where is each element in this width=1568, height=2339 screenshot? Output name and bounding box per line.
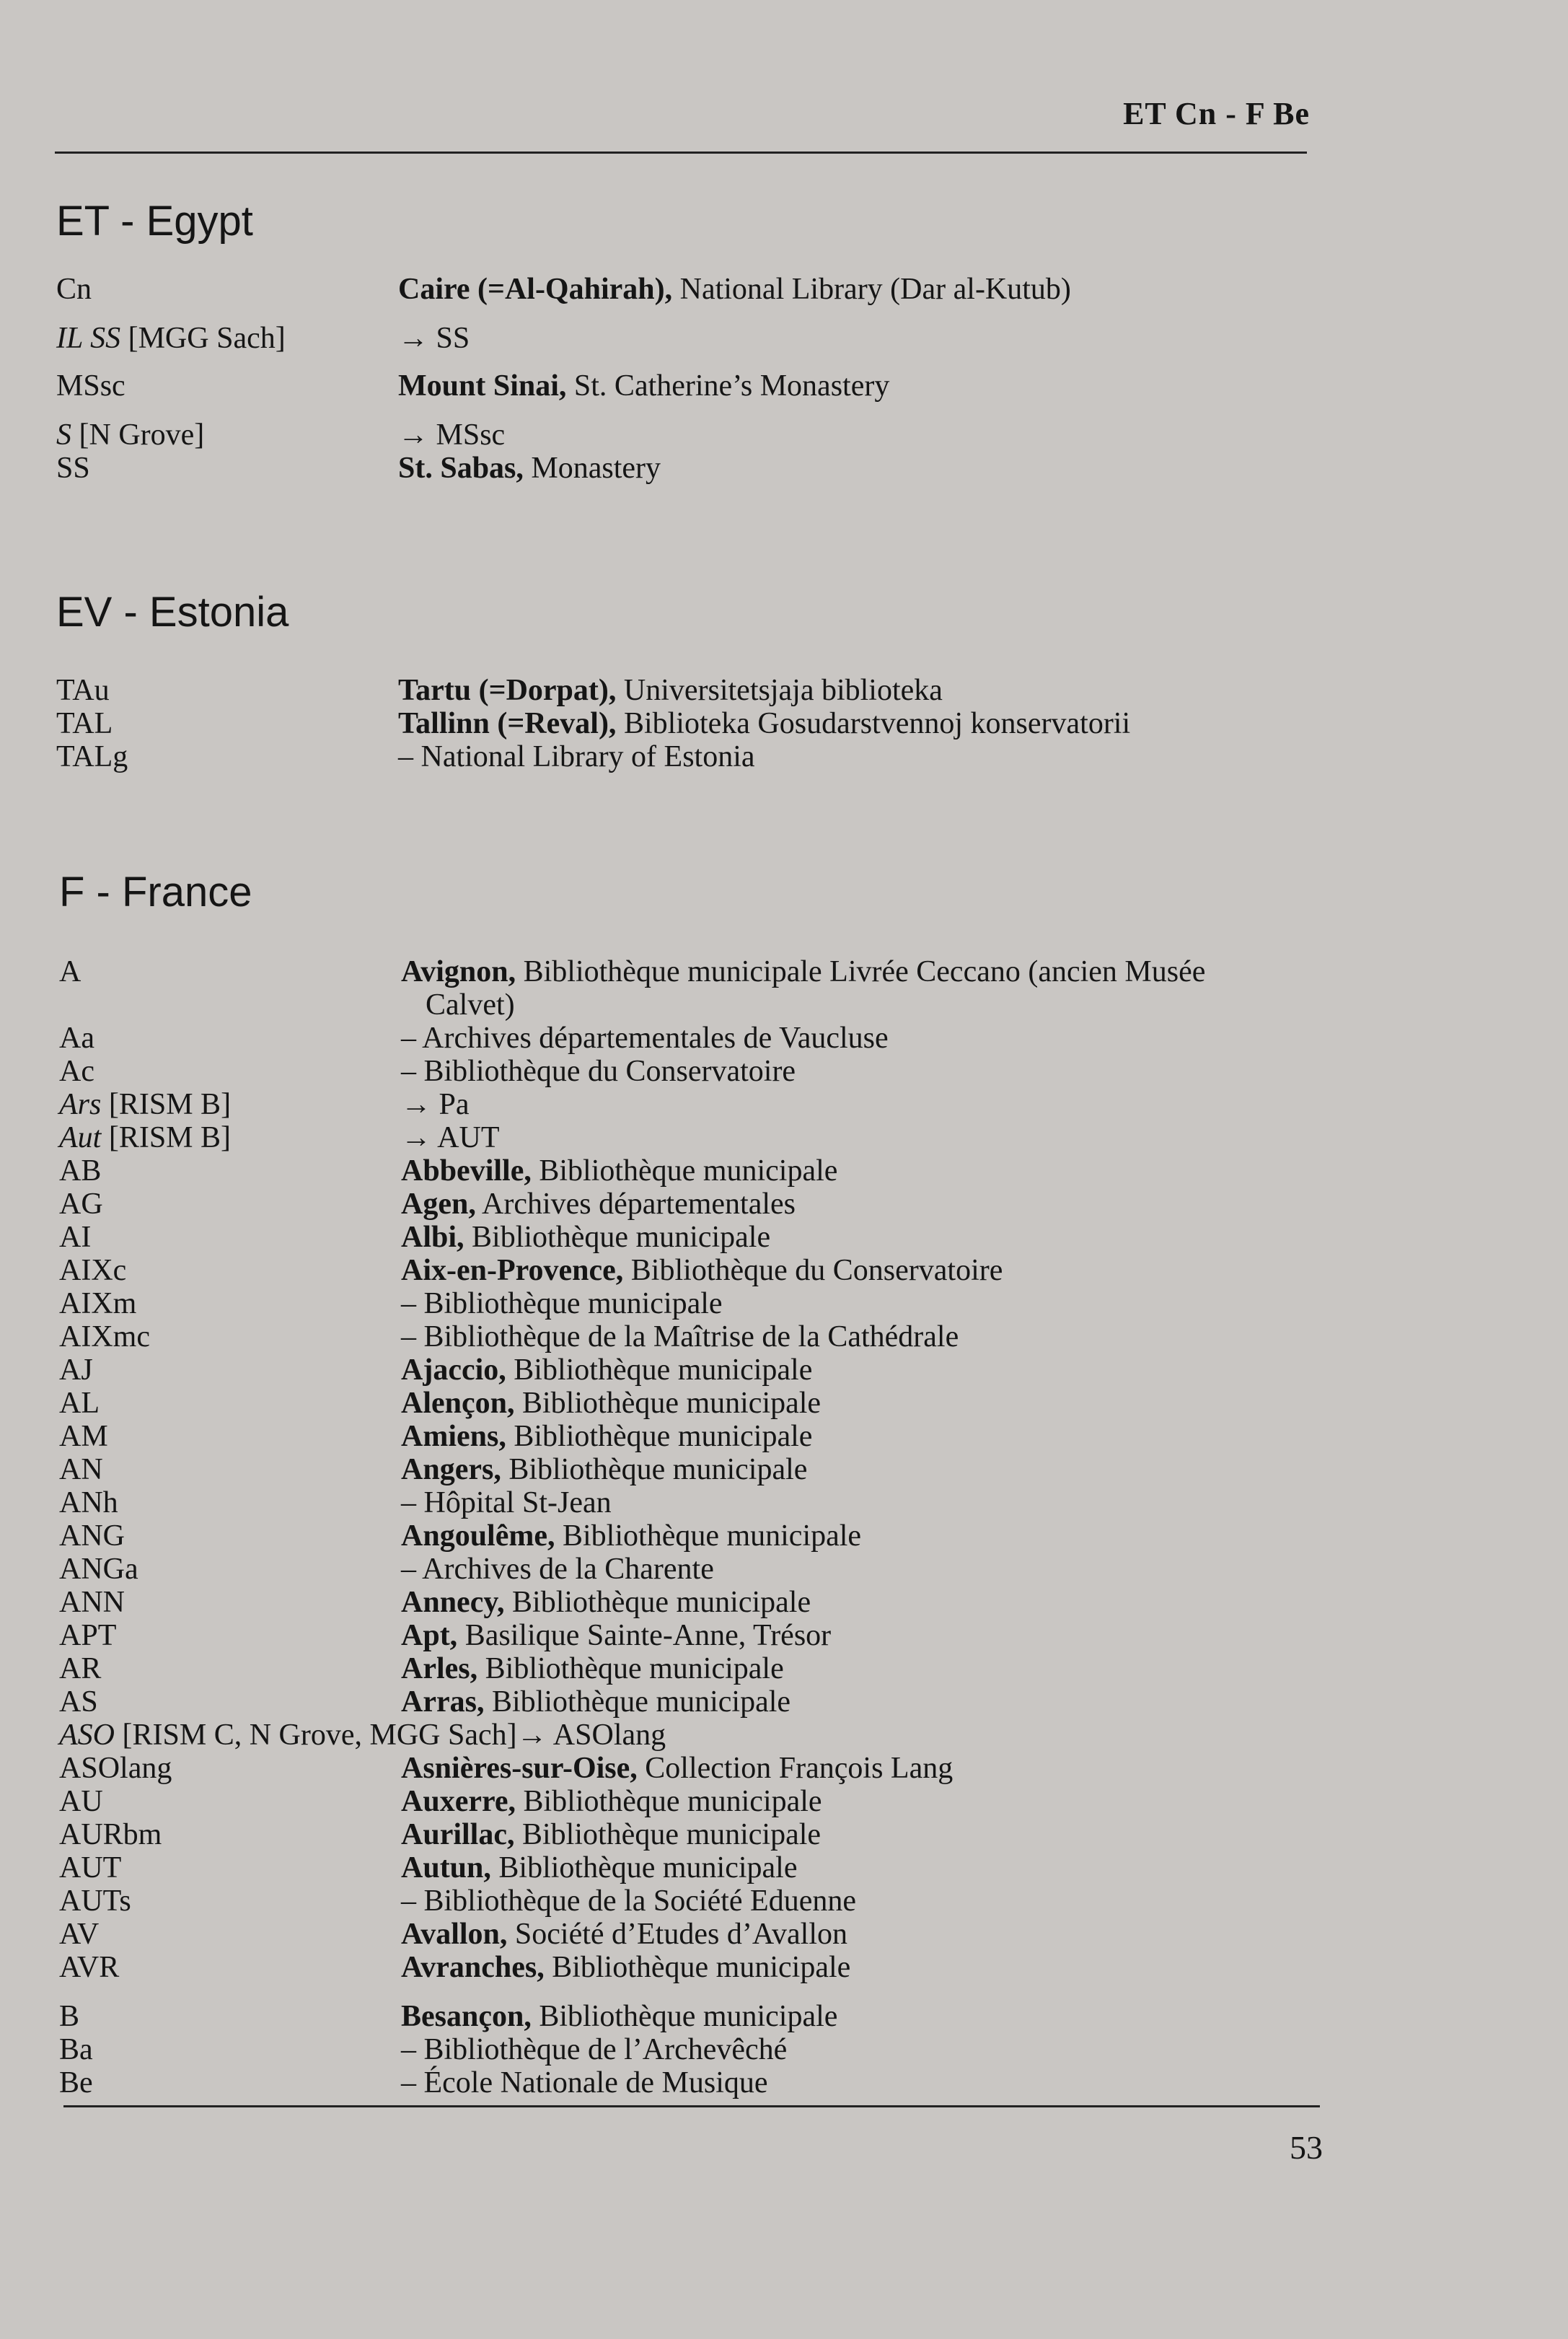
siglum: AUT bbox=[59, 1851, 122, 1884]
running-head: ET Cn - F Be bbox=[1123, 96, 1310, 131]
entry-description bbox=[401, 1752, 1314, 1785]
siglum: AURbm bbox=[59, 1818, 162, 1851]
city-name: Aix-en-Provence, bbox=[401, 1254, 624, 1287]
entry-description bbox=[398, 322, 1311, 355]
entry-row bbox=[59, 1752, 1314, 1785]
institution-name: Bibliothèque municipale bbox=[516, 1785, 822, 1818]
entry-description bbox=[401, 1652, 1314, 1685]
institution-name: Bibliothèque municipale bbox=[484, 1685, 791, 1719]
entry-description bbox=[398, 707, 1311, 740]
entry-description bbox=[401, 1951, 1314, 1984]
footer-rule bbox=[63, 2105, 1320, 2107]
entry-row bbox=[59, 1154, 1314, 1188]
siglum: ANG bbox=[59, 1519, 125, 1553]
siglum: ANh bbox=[59, 1486, 118, 1519]
entry-description bbox=[401, 1851, 1314, 1884]
siglum: AM bbox=[59, 1420, 108, 1453]
institution-name: → SS bbox=[398, 322, 470, 355]
institution-name: Bibliothèque municipale bbox=[464, 1221, 771, 1254]
city-name: Auxerre, bbox=[401, 1785, 516, 1818]
siglum: A bbox=[59, 955, 82, 988]
institution-name: – Bibliothèque du Conservatoire bbox=[401, 1055, 796, 1088]
siglum: AUTs bbox=[59, 1884, 131, 1918]
institution-name: Bibliothèque du Conservatoire bbox=[623, 1254, 1003, 1287]
entry-description bbox=[401, 2033, 1314, 2066]
institution-name: – Hôpital St-Jean bbox=[401, 1486, 612, 1519]
siglum: ASOlang bbox=[59, 1752, 172, 1785]
siglum bbox=[59, 1088, 231, 1121]
institution-name: Basilique Sainte-Anne, Trésor bbox=[457, 1619, 832, 1652]
institution-name: National Library (Dar al-Kutub) bbox=[672, 273, 1071, 306]
city-name: Amiens, bbox=[401, 1420, 506, 1453]
siglum: SS bbox=[56, 452, 90, 485]
entry-description bbox=[401, 1586, 1314, 1619]
entry-description bbox=[401, 1154, 1314, 1188]
city-name: Besançon, bbox=[401, 2000, 532, 2033]
entry-description bbox=[401, 1619, 1314, 1652]
entry-row bbox=[59, 1088, 1314, 1121]
institution-name: – Bibliothèque municipale bbox=[401, 1287, 723, 1320]
institution-name: Bibliothèque municipale bbox=[555, 1519, 862, 1553]
institution-name: – Bibliothèque de l’Archevêché bbox=[401, 2033, 788, 2066]
entry-description bbox=[398, 418, 1311, 452]
institution-name: → MSsc bbox=[398, 418, 506, 452]
city-name: Autun, bbox=[401, 1851, 491, 1884]
cross-reference: [RISM C, N Grove, MGG Sach]→ ASOlang bbox=[115, 1719, 666, 1752]
section-estonia bbox=[56, 589, 1311, 773]
institution-name: Biblioteka Gosudarstvennoj konservatorii bbox=[616, 707, 1131, 740]
institution-name: Bibliothèque municipale bbox=[514, 1818, 822, 1851]
siglum: AL bbox=[59, 1387, 100, 1420]
entry-description bbox=[398, 369, 1311, 403]
siglum bbox=[59, 1121, 231, 1154]
entry-row bbox=[59, 1420, 1314, 1453]
siglum: TALg bbox=[56, 740, 128, 773]
city-name: Tallinn (=Reval), bbox=[398, 707, 617, 740]
institution-name: – Archives départementales de Vaucluse bbox=[401, 1022, 889, 1055]
institution-name: Bibliothèque municipale bbox=[501, 1453, 808, 1486]
institution-name: – Archives de la Charente bbox=[401, 1553, 714, 1586]
siglum-italic: ASO bbox=[59, 1719, 115, 1752]
entry-description bbox=[401, 1254, 1314, 1287]
entry-row bbox=[56, 369, 1311, 403]
entry-row bbox=[59, 1486, 1314, 1519]
institution-name: → Pa bbox=[401, 1088, 470, 1121]
entry-group bbox=[59, 2000, 1314, 2099]
entry-description bbox=[401, 1055, 1314, 1088]
entry-row bbox=[59, 1586, 1314, 1619]
siglum: AU bbox=[59, 1785, 103, 1818]
entry-row bbox=[56, 452, 1311, 485]
entry-description bbox=[401, 1685, 1314, 1719]
entry-description bbox=[401, 1420, 1314, 1453]
entry-row bbox=[59, 2033, 1314, 2066]
siglum: AIXc bbox=[59, 1254, 127, 1287]
entry-row bbox=[59, 955, 1314, 1022]
institution-name: Bibliothèque municipale bbox=[531, 1154, 838, 1188]
entry-description bbox=[398, 740, 1311, 773]
institution-name: Bibliothèque municipale Livrée Ceccano (ancien Musée bbox=[516, 955, 1206, 988]
entry-description bbox=[401, 1519, 1314, 1553]
institution-name: Bibliothèque municipale bbox=[504, 1586, 811, 1619]
entry-row bbox=[59, 1951, 1314, 1984]
entry-row bbox=[59, 1221, 1314, 1254]
institution-name: Bibliothèque municipale bbox=[514, 1387, 822, 1420]
institution-name: Collection François Lang bbox=[637, 1752, 953, 1785]
entry-row bbox=[59, 1320, 1314, 1353]
entry-row bbox=[59, 1188, 1314, 1221]
siglum: APT bbox=[59, 1619, 117, 1652]
entry-row bbox=[59, 1884, 1314, 1918]
section-title: ET - Egypt bbox=[56, 198, 253, 245]
entry-row bbox=[59, 1685, 1314, 1719]
institution-name: St. Catherine’s Monastery bbox=[566, 369, 890, 403]
cross-reference-line bbox=[59, 1719, 666, 1752]
institution-name: Monastery bbox=[523, 452, 661, 485]
entry-row bbox=[59, 1387, 1314, 1420]
institution-name: → AUT bbox=[401, 1121, 500, 1154]
entry-description bbox=[398, 674, 1311, 707]
city-name: Mount Sinai, bbox=[398, 369, 567, 403]
institution-name: Bibliothèque municipale bbox=[506, 1353, 813, 1387]
siglum: B bbox=[59, 2000, 80, 2033]
institution-name: Bibliothèque municipale bbox=[544, 1951, 851, 1984]
city-name: Aurillac, bbox=[401, 1818, 515, 1851]
city-name: Arles, bbox=[401, 1652, 478, 1685]
city-name: Annecy, bbox=[401, 1586, 505, 1619]
entry-row bbox=[59, 1785, 1314, 1818]
institution-name: – Bibliothèque de la Société Eduenne bbox=[401, 1884, 856, 1918]
entry-row bbox=[59, 1254, 1314, 1287]
entry-row bbox=[59, 2066, 1314, 2099]
entry-description bbox=[401, 1287, 1314, 1320]
siglum: AR bbox=[59, 1652, 102, 1685]
entry-row bbox=[56, 322, 1311, 355]
group-spacer bbox=[59, 1984, 1314, 2000]
entry-description bbox=[401, 1088, 1314, 1121]
siglum: AB bbox=[59, 1154, 102, 1188]
entry-description bbox=[401, 1121, 1314, 1154]
city-name: Avignon, bbox=[401, 955, 516, 988]
city-name: Caire (=Al-Qahirah), bbox=[398, 273, 673, 306]
entry-row bbox=[59, 1453, 1314, 1486]
entry-group bbox=[59, 1022, 1314, 1719]
section-title: F - France bbox=[59, 869, 252, 916]
siglum-italic: S bbox=[56, 418, 71, 452]
entry-row bbox=[59, 1652, 1314, 1685]
institution-name: Bibliothèque municipale bbox=[477, 1652, 784, 1685]
siglum: Cn bbox=[56, 273, 92, 306]
entry-group bbox=[59, 1752, 1314, 1984]
siglum bbox=[56, 322, 286, 355]
entry-row bbox=[59, 1121, 1314, 1154]
entry-row bbox=[59, 1918, 1314, 1951]
entry-description bbox=[401, 1188, 1314, 1221]
entry-row-aso bbox=[59, 1719, 1314, 1752]
entry-row bbox=[56, 674, 1311, 707]
siglum: AV bbox=[59, 1918, 100, 1951]
entry-row bbox=[59, 1022, 1314, 1055]
siglum: AVR bbox=[59, 1951, 120, 1984]
city-name: Angoulême, bbox=[401, 1519, 555, 1553]
institution-name: Archives départementales bbox=[475, 1188, 796, 1221]
siglum: TAu bbox=[56, 674, 110, 707]
siglum-source: [RISM B] bbox=[101, 1088, 232, 1121]
city-name: Avranches, bbox=[401, 1951, 545, 1984]
city-name: Arras, bbox=[401, 1685, 485, 1719]
entry-description bbox=[401, 1553, 1314, 1586]
siglum-italic: IL SS bbox=[56, 322, 121, 355]
entry-row bbox=[59, 1055, 1314, 1088]
siglum-source: [MGG Sach] bbox=[120, 322, 286, 355]
siglum: AN bbox=[59, 1453, 103, 1486]
page-number: 53 bbox=[1290, 2129, 1323, 2166]
siglum: AS bbox=[59, 1685, 98, 1719]
city-name: Tartu (=Dorpat), bbox=[398, 674, 617, 707]
city-name: Alençon, bbox=[401, 1387, 515, 1420]
entry-description bbox=[401, 1022, 1314, 1055]
siglum: MSsc bbox=[56, 369, 125, 403]
city-name: Agen, bbox=[401, 1188, 476, 1221]
city-name: St. Sabas, bbox=[398, 452, 524, 485]
entry-description bbox=[401, 1353, 1314, 1387]
entry-row bbox=[59, 1553, 1314, 1586]
siglum bbox=[56, 418, 204, 452]
entry-description bbox=[401, 1818, 1314, 1851]
entry-row bbox=[56, 418, 1311, 452]
entry-row bbox=[56, 273, 1311, 306]
entry-description bbox=[401, 1884, 1314, 1918]
siglum-italic: Ars bbox=[59, 1088, 102, 1121]
entry-row bbox=[59, 2000, 1314, 2033]
city-name: Ajaccio, bbox=[401, 1353, 506, 1387]
siglum: TAL bbox=[56, 707, 113, 740]
continuation-text: Calvet) bbox=[426, 988, 515, 1022]
institution-name: Bibliothèque municipale bbox=[506, 1420, 813, 1453]
entry-row bbox=[59, 1619, 1314, 1652]
city-name: Angers, bbox=[401, 1453, 501, 1486]
city-name: Abbeville, bbox=[401, 1154, 532, 1188]
siglum: AIXm bbox=[59, 1287, 137, 1320]
siglum: Aa bbox=[59, 1022, 94, 1055]
entry-description bbox=[401, 1387, 1314, 1420]
institution-name: – Bibliothèque de la Maîtrise de la Cathédrale bbox=[401, 1320, 959, 1353]
institution-name: Bibliothèque municipale bbox=[490, 1851, 798, 1884]
entry-description bbox=[401, 2066, 1314, 2099]
institution-name: Société d’Etudes d’Avallon bbox=[507, 1918, 848, 1951]
header-rule bbox=[55, 152, 1307, 154]
siglum: AG bbox=[59, 1188, 103, 1221]
entry-list bbox=[56, 674, 1311, 773]
siglum: AJ bbox=[59, 1353, 93, 1387]
entry-description bbox=[401, 1486, 1314, 1519]
entry-description bbox=[398, 452, 1311, 485]
entry-description bbox=[401, 1221, 1314, 1254]
city-name: Apt, bbox=[401, 1619, 458, 1652]
entry-description bbox=[401, 1785, 1314, 1818]
institution-name: Bibliothèque municipale bbox=[531, 2000, 838, 2033]
city-name: Albi, bbox=[401, 1221, 464, 1254]
section-france bbox=[59, 869, 1314, 2099]
entry-row bbox=[59, 1287, 1314, 1320]
siglum-source: [RISM B] bbox=[101, 1121, 232, 1154]
siglum: Ba bbox=[59, 2033, 93, 2066]
entry-list bbox=[56, 273, 1311, 485]
entry-row bbox=[59, 1818, 1314, 1851]
entry-description bbox=[401, 2000, 1314, 2033]
section-egypt bbox=[56, 198, 1311, 485]
siglum: AIXmc bbox=[59, 1320, 150, 1353]
siglum-italic: Aut bbox=[59, 1121, 102, 1154]
city-name: Avallon, bbox=[401, 1918, 508, 1951]
siglum: Ac bbox=[59, 1055, 94, 1088]
siglum: AI bbox=[59, 1221, 92, 1254]
entry-row bbox=[56, 740, 1311, 773]
institution-name: – National Library of Estonia bbox=[398, 740, 755, 773]
entry-description bbox=[398, 273, 1311, 306]
entry-description bbox=[401, 1918, 1314, 1951]
section-title: EV - Estonia bbox=[56, 589, 289, 636]
entry-row bbox=[59, 1353, 1314, 1387]
entry-row bbox=[59, 1851, 1314, 1884]
siglum: Be bbox=[59, 2066, 93, 2099]
entry-description bbox=[401, 955, 1314, 1022]
siglum: ANN bbox=[59, 1586, 125, 1619]
institution-name: Universitetsjaja biblioteka bbox=[616, 674, 943, 707]
institution-name: – École Nationale de Musique bbox=[401, 2066, 768, 2099]
entry-description bbox=[401, 1320, 1314, 1353]
city-name: Asnières-sur-Oise, bbox=[401, 1752, 638, 1785]
entry-list bbox=[59, 955, 1314, 2099]
siglum-source: [N Grove] bbox=[71, 418, 205, 452]
entry-row bbox=[59, 1519, 1314, 1553]
entry-description bbox=[401, 1453, 1314, 1486]
siglum: ANGa bbox=[59, 1553, 138, 1586]
entry-row bbox=[56, 707, 1311, 740]
